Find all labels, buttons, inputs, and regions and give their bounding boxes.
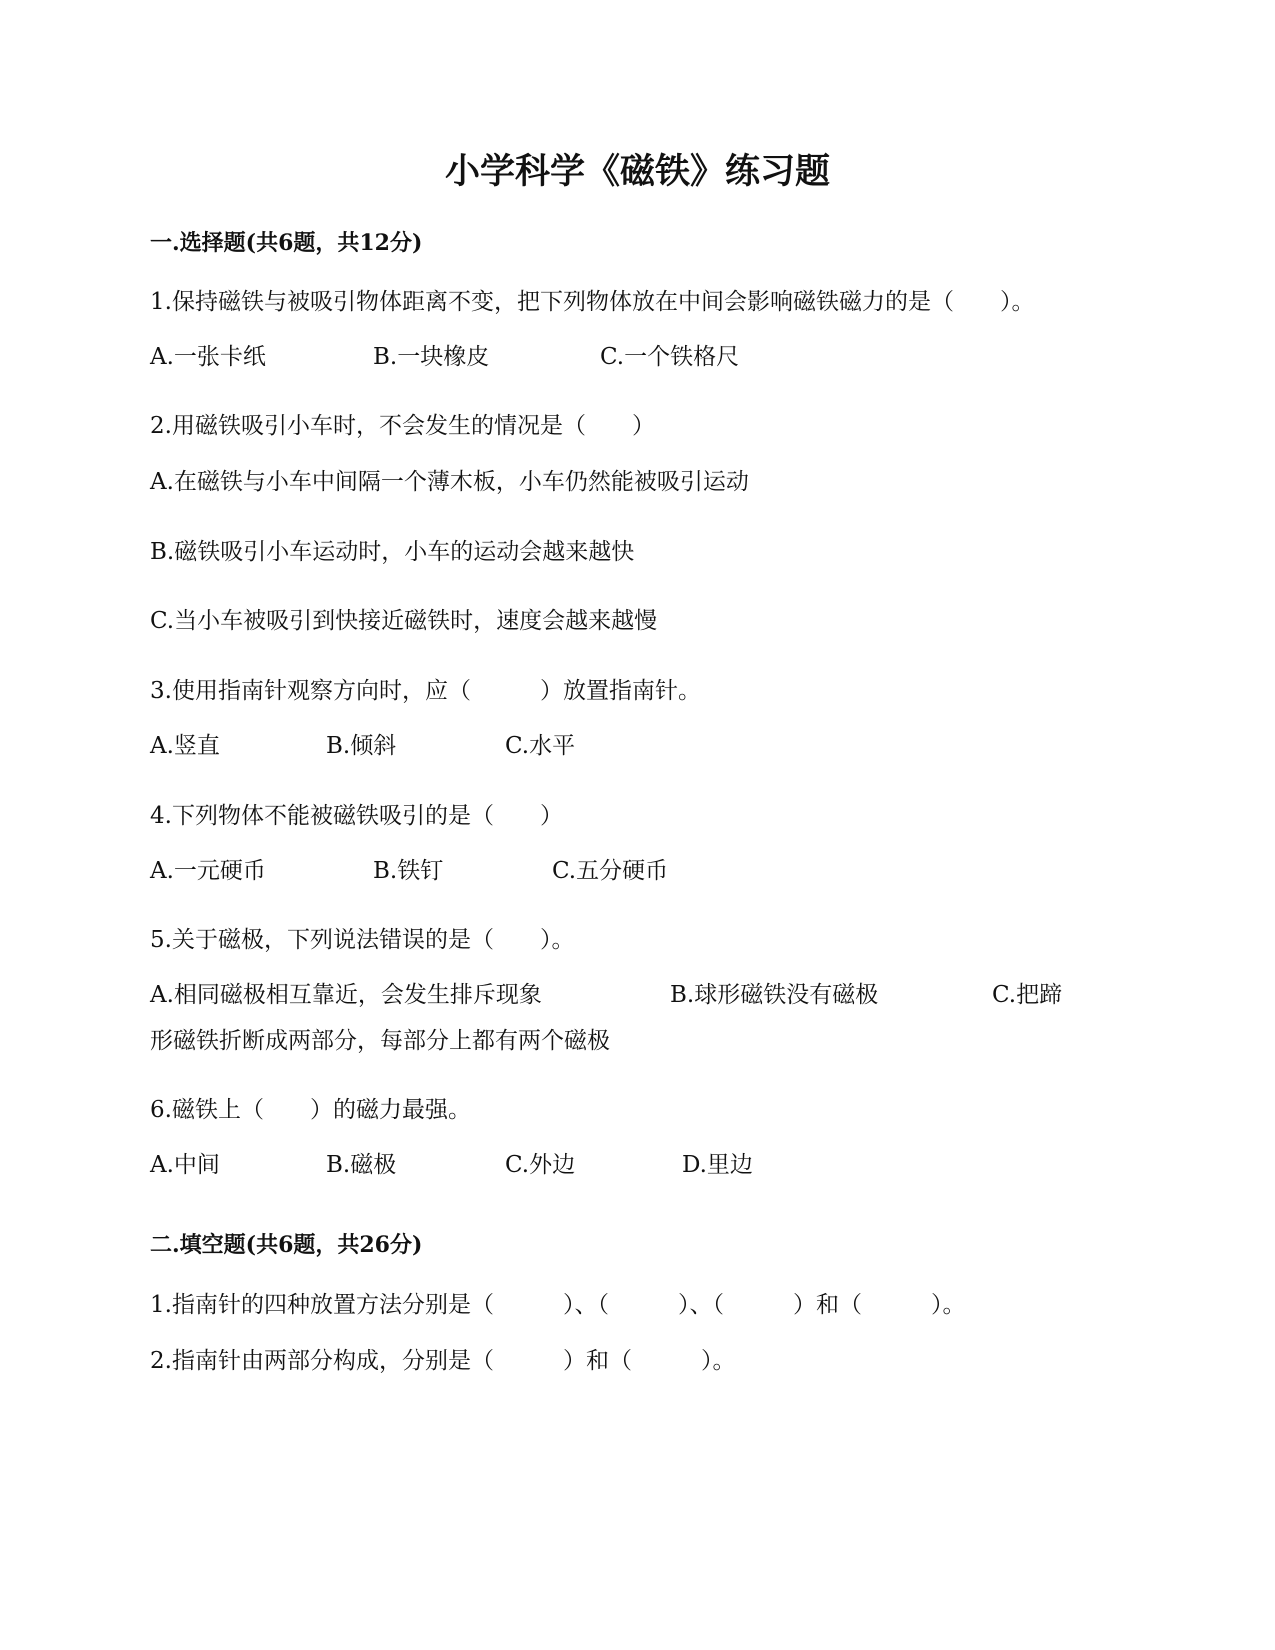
question-1-option-c: C.一个铁格尺 <box>600 344 740 370</box>
question-6-option-d: D.里边 <box>682 1152 753 1178</box>
question-5-option-c: C.把蹄 <box>992 982 1063 1008</box>
question-5-option-a: A.相同磁极相互靠近，会发生排斥现象 <box>150 982 542 1008</box>
question-6-stem: 6.磁铁上（ ）的磁力最强。 <box>150 1097 471 1123</box>
page-title: 小学科学《磁铁》练习题 <box>444 151 830 192</box>
fill-question-1: 1.指南针的四种放置方法分别是（ ）、（ ）、（ ）和（ ）。 <box>150 1292 966 1318</box>
question-1-stem: 1.保持磁铁与被吸引物体距离不变，把下列物体放在中间会影响磁铁磁力的是（ ）。 <box>150 289 1035 315</box>
question-5-option-b: B.球形磁铁没有磁极 <box>670 982 879 1008</box>
question-5-option-c-continued: 形磁铁折断成两部分，每部分上都有两个磁极 <box>150 1028 610 1054</box>
question-2-option-b: B.磁铁吸引小车运动时，小车的运动会越来越快 <box>150 539 635 565</box>
question-4-option-a: A.一元硬币 <box>150 858 266 884</box>
question-3-option-c: C.水平 <box>505 733 576 759</box>
question-4-stem: 4.下列物体不能被磁铁吸引的是（ ） <box>150 803 563 829</box>
section-heading-choice: 一.选择题(共6题，共12分) <box>150 230 423 256</box>
question-6-option-c: C.外边 <box>505 1152 576 1178</box>
fill-question-2: 2.指南针由两部分构成，分别是（ ）和（ ）。 <box>150 1348 736 1374</box>
question-2-stem: 2.用磁铁吸引小车时，不会发生的情况是（ ） <box>150 413 655 439</box>
question-6-option-a: A.中间 <box>150 1152 220 1178</box>
question-1-option-a: A.一张卡纸 <box>150 344 266 370</box>
question-3-stem: 3.使用指南针观察方向时，应（ ）放置指南针。 <box>150 678 701 704</box>
question-3-option-b: B.倾斜 <box>326 733 397 759</box>
question-5-stem: 5.关于磁极，下列说法错误的是（ ）。 <box>150 927 575 953</box>
question-6-option-b: B.磁极 <box>326 1152 397 1178</box>
question-2-option-c: C.当小车被吸引到快接近磁铁时，速度会越来越慢 <box>150 608 658 634</box>
question-4-option-c: C.五分硬币 <box>552 858 669 884</box>
section-heading-fill-blank: 二.填空题(共6题，共26分) <box>150 1232 423 1258</box>
question-1-option-b: B.一块橡皮 <box>373 344 490 370</box>
question-3-option-a: A.竖直 <box>150 733 220 759</box>
question-4-option-b: B.铁钉 <box>373 858 444 884</box>
question-2-option-a: A.在磁铁与小车中间隔一个薄木板，小车仍然能被吸引运动 <box>150 469 749 495</box>
